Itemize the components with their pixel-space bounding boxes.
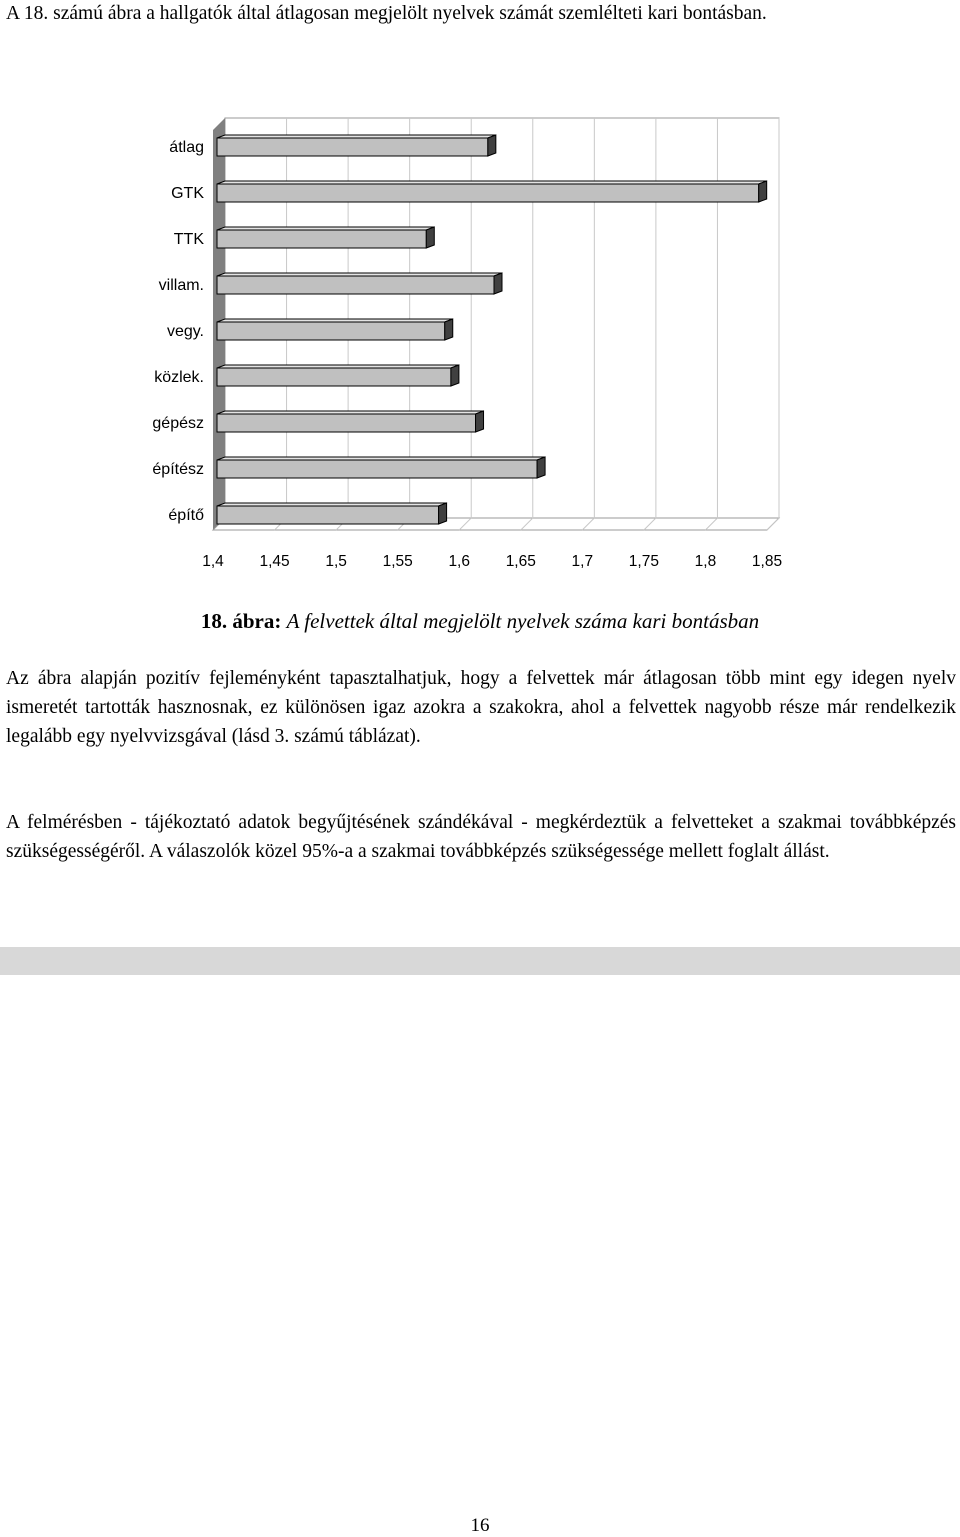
x-tick-label: 1,55 <box>382 553 413 570</box>
x-tick-label: 1,45 <box>259 553 290 570</box>
bar-3 <box>217 276 494 294</box>
x-tick-label: 1,7 <box>571 553 594 570</box>
bar-end <box>426 227 434 248</box>
bar-5 <box>217 368 451 386</box>
bar-end <box>537 457 545 478</box>
bar-end <box>488 135 496 156</box>
bar-7 <box>217 460 537 478</box>
x-tick-label: 1,8 <box>694 553 717 570</box>
category-label: villam. <box>158 277 204 294</box>
category-label: közlek. <box>154 369 204 386</box>
body-paragraph-2: A felmérésben - tájékoztató adatok begyűjtésének szándékával - megkérdeztük a felvetteket a szakmai továbbképzés szükségességéről. A válaszolók közel 95%-a a szakmai továbbképzés szükségessége mellett foglalt állást. <box>6 812 956 862</box>
x-tick-label: 1,5 <box>325 553 347 570</box>
category-label: építész <box>152 461 204 478</box>
category-label: GTK <box>171 185 204 202</box>
bar-end <box>476 411 484 432</box>
bar-end <box>439 503 447 524</box>
category-label: átlag <box>169 139 204 156</box>
caption-text: A felvettek által megjelölt nyelvek száma kari bontásban <box>286 609 760 633</box>
bar-chart <box>0 95 960 585</box>
figure-caption <box>0 606 960 636</box>
bar-2 <box>217 230 426 248</box>
x-tick-label: 1,65 <box>505 553 536 570</box>
bar-end <box>445 319 453 340</box>
gray-band <box>0 947 960 975</box>
category-label: építő <box>168 507 204 524</box>
bar-0 <box>217 138 488 156</box>
bar-end <box>451 365 459 386</box>
intro-paragraph: A 18. számú ábra a hallgatók által átlagosan megjelölt nyelvek számát szemlélteti kari bontásban. <box>6 3 767 24</box>
bar-4 <box>217 322 445 340</box>
bar-6 <box>217 414 476 432</box>
x-tick-label: 1,85 <box>751 553 783 570</box>
body-paragraph-1: Az ábra alapján pozitív fejleményként tapasztalhatjuk, hogy a felvettek már átlagosan több mint egy idegen nyelv ismeretét tartották hasznosnak, ez különösen igaz azokra a szakokra, ahol a felvettek nagyobb része már rendelkezik legalább egy nyelvvizsgával (lásd 3. számú táblázat). <box>6 668 956 747</box>
bar-end <box>494 273 502 294</box>
category-label: gépész <box>152 415 204 432</box>
x-tick-label: 1,75 <box>628 553 659 570</box>
bar-1 <box>217 184 759 202</box>
x-tick-label: 1,6 <box>448 553 471 570</box>
page-number: 16 <box>470 1515 490 1536</box>
bar-end <box>759 181 767 202</box>
x-tick-label: 1,4 <box>202 553 224 570</box>
category-label: vegy. <box>166 323 204 340</box>
caption-number: 18. ábra: <box>200 609 282 633</box>
bar-8 <box>217 506 439 524</box>
category-label: TTK <box>173 231 204 248</box>
